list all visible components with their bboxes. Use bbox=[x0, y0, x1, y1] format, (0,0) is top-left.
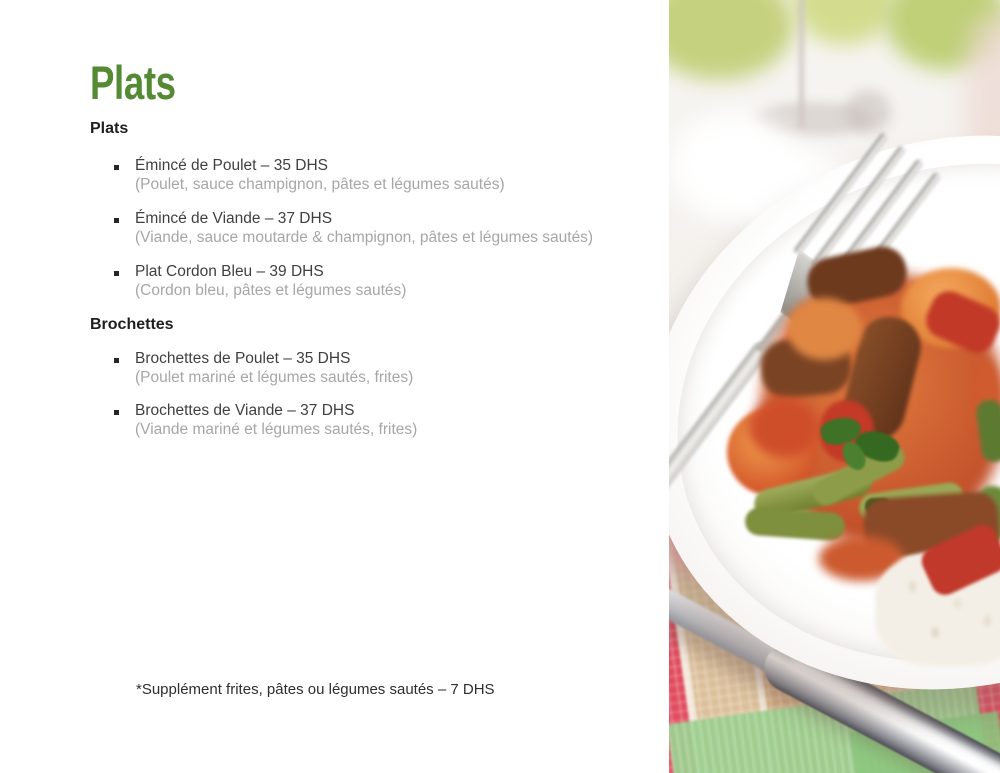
wine-glass-reflection bbox=[845, 90, 891, 134]
section-header-brochettes: Brochettes bbox=[90, 316, 174, 333]
section-header-plats: Plats bbox=[90, 120, 129, 137]
item-name: Brochettes de Viande – 37 DHS bbox=[135, 402, 355, 419]
supplement-footnote: *Supplément frites, pâtes ou légumes sautés – 7 DHS bbox=[136, 681, 495, 698]
item-description: (Cordon bleu, pâtes et légumes sautés) bbox=[135, 282, 407, 299]
bullet-icon bbox=[114, 218, 119, 223]
item-name: Émincé de Poulet – 35 DHS bbox=[135, 157, 328, 174]
sauce-blob bbox=[749, 398, 819, 458]
bullet-icon bbox=[114, 271, 119, 276]
menu-item-brochettes-poulet bbox=[114, 349, 654, 387]
carrot-chunk bbox=[787, 298, 862, 360]
item-description: (Poulet mariné et légumes sautés, frites) bbox=[135, 369, 414, 386]
bullet-icon bbox=[114, 358, 119, 363]
menu-item-brochettes-viande bbox=[114, 401, 654, 439]
bullet-icon bbox=[114, 165, 119, 170]
menu-item-emince-viande bbox=[114, 209, 654, 247]
page-title: Plats bbox=[90, 56, 176, 109]
menu-item-cordon-bleu bbox=[114, 262, 654, 300]
item-description: (Viande mariné et légumes sautés, frites) bbox=[135, 421, 418, 438]
item-name: Brochettes de Poulet – 35 DHS bbox=[135, 350, 351, 367]
item-description: (Viande, sauce moutarde & champignon, pâtes et légumes sautés) bbox=[135, 229, 594, 246]
food-photo bbox=[669, 0, 1000, 773]
menu-item-emince-poulet bbox=[114, 156, 654, 194]
bullet-icon bbox=[114, 410, 119, 415]
item-description: (Poulet, sauce champignon, pâtes et légumes sautés) bbox=[135, 176, 505, 193]
item-name: Plat Cordon Bleu – 39 DHS bbox=[135, 263, 324, 280]
item-name: Émincé de Viande – 37 DHS bbox=[135, 210, 333, 227]
